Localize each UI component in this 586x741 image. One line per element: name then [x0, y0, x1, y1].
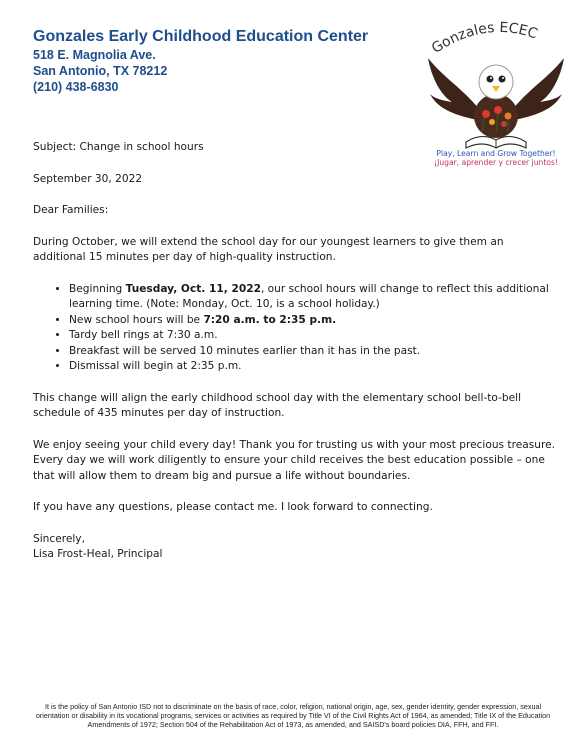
appreciation-paragraph: We enjoy seeing your child every day! Thank you for trusting us with your most precious treasure. Every day we will work diligently to ensure your child receives the best education possible – one that will allow them to dream big and pursue a life without boundaries. [33, 438, 555, 482]
schedule-list [33, 282, 558, 375]
signature-name: Lisa Frost-Heal, Principal [33, 548, 163, 560]
list-item [69, 359, 558, 375]
phone-number: (210) 438-6830 [33, 80, 119, 94]
alignment-paragraph: This change will align the early childhood school day with the elementary school bell-to-bell schedule of 435 minutes per day of instruction. [33, 391, 522, 419]
list-item-text: Beginning [69, 282, 126, 295]
letterhead [33, 27, 368, 95]
address-line-2: San Antonio, TX 78212 [33, 64, 168, 78]
nondiscrimination-notice: It is the policy of San Antonio ISD not to discriminate on the basis of race, color, religion, national origin, age, sex, gender identity, gender expression, sexual orientation or disability in its vocational programs, services or activities as required by Title VI of the Civil Rights Act of 1964, as amended; Title IX of the Education Amendments of 1972; Section 504 of the Rehabilitation Act of 1973, as amended, and SAISD's board policies DIA, FFH, and FFI. [35, 702, 551, 729]
list-item-text: Tardy bell rings at 7:30 a.m. [69, 329, 218, 341]
list-item [69, 328, 558, 344]
greeting: Dear Families: [33, 204, 109, 216]
org-name: Gonzales Early Childhood Education Center [33, 28, 369, 45]
address-line-1: 518 E. Magnolia Ave. [33, 48, 156, 62]
contact-paragraph: If you have any questions, please contact me. I look forward to connecting. [33, 501, 433, 513]
list-item-text: , our school hours will change to reflect this additional learning time. (Note: Monday, Oct. 10, is a school holiday.) [69, 282, 549, 310]
subject-line: Subject: Change in school hours [33, 141, 204, 153]
letter-body [33, 140, 558, 563]
list-item [69, 282, 558, 313]
intro-paragraph: During October, we will extend the school day for our youngest learners to give them an additional 15 minutes per day of high-quality instruction. [33, 235, 504, 263]
svg-text:Gonzales ECEC [429, 20, 540, 57]
closing: Sincerely, [33, 532, 85, 545]
list-item [69, 313, 558, 329]
start-date-emphasis: Tuesday, Oct. 11, 2022 [125, 282, 261, 295]
signature-block [33, 532, 558, 563]
logo-tagline-en: Play, Learn and Grow Together! [436, 149, 556, 158]
list-item-text: Dismissal will begin at 2:35 p.m. [69, 360, 242, 372]
school-hours-emphasis: 7:20 a.m. to 2:35 p.m. [203, 313, 337, 326]
list-item-text: New school hours will be [69, 313, 204, 326]
list-item-text: Breakfast will be served 10 minutes earlier than it has in the past. [69, 344, 421, 357]
logo-tagline-es: ¡Jugar, aprender y crecer juntos! [434, 158, 558, 167]
logo-title: Gonzales ECEC [428, 19, 540, 57]
letter-date: September 30, 2022 [33, 172, 143, 185]
list-item [69, 344, 558, 360]
